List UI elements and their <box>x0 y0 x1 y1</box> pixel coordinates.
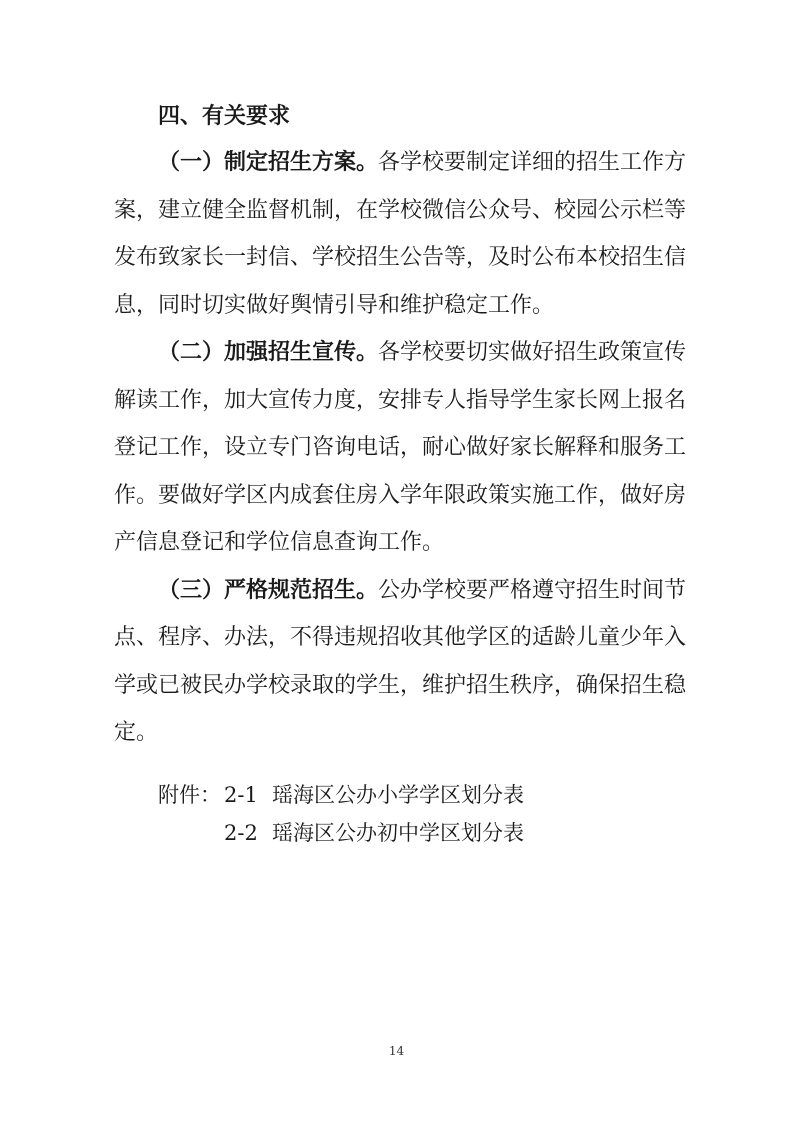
attachment-number: 2-1 <box>224 783 258 807</box>
paragraph-2-title: （二）加强招生宣传。 <box>158 340 379 365</box>
paragraph-2-line-2: 解读工作，加大宣传力度，安排专人指导学生家长网上报名 <box>114 388 687 413</box>
paragraph-3-text: 公办学校要严格遵守招生时间节 <box>378 578 687 603</box>
paragraph-2-line-5: 产信息登记和学位信息查询工作。 <box>114 530 445 555</box>
paragraph-2-text: 各学校要切实做好招生政策宣传 <box>378 340 687 365</box>
paragraph-3-title: （三）严格规范招生。 <box>158 578 379 603</box>
paragraph-1-line-4: 息，同时切实做好舆情引导和维护稳定工作。 <box>114 293 555 318</box>
paragraph-2-line-1 <box>158 338 728 368</box>
paragraph-1-line-3: 发布致家长一封信、学校招生公告等，及时公布本校招生信 <box>114 245 687 270</box>
attachment-label: 附件： <box>158 783 221 807</box>
attachment-item-2 <box>224 818 524 848</box>
paragraph-3-line-3: 学或已被民办学校录取的学生，维护招生秩序，确保招生稳 <box>114 673 687 698</box>
page-number: 14 <box>388 1044 405 1058</box>
paragraph-2-line-4: 作。要做好学区内成套住房入学年限政策实施工作，做好房 <box>114 483 687 508</box>
attachment-item-1 <box>224 780 524 810</box>
attachment-title: 瑶海区公办初中学区划分表 <box>272 821 524 845</box>
paragraph-3-line-1 <box>158 576 728 606</box>
paragraph-3-line-2: 点、程序、办法，不得违规招收其他学区的适龄儿童少年入 <box>114 625 687 650</box>
paragraph-1-line-1 <box>158 148 728 178</box>
paragraph-1-line-2: 案，建立健全监督机制，在学校微信公众号、校园公示栏等 <box>114 198 687 223</box>
paragraph-1-text: 各学校要制定详细的招生工作方 <box>378 150 687 175</box>
paragraph-2-line-3: 登记工作，设立专门咨询电话，耐心做好家长解释和服务工 <box>114 435 687 460</box>
attachment-title: 瑶海区公办小学学区划分表 <box>272 783 524 807</box>
paragraph-1-title: （一）制定招生方案。 <box>158 150 379 175</box>
paragraph-3-line-4: 定。 <box>114 720 159 745</box>
attachment-number: 2-2 <box>224 821 258 845</box>
section-heading: 四、有关要求 <box>158 104 291 129</box>
